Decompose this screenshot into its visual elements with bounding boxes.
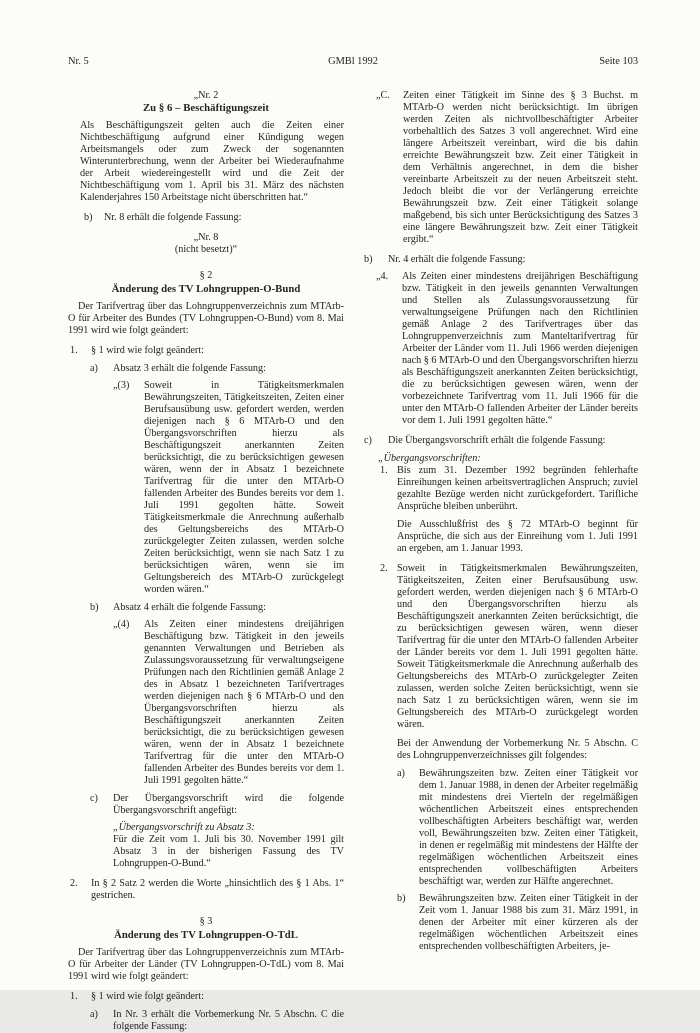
item-marker: b): [397, 893, 406, 904]
header-issue-number: Nr. 5: [68, 56, 89, 67]
paragraph: Die Ausschlußfrist des § 72 MTArb-O beginnt für Ansprüche, die sich aus der Einreihung vom 1. Juli 1991 an ergeben, am 1. Januar 1993.: [397, 519, 638, 554]
item-marker: „C.: [376, 90, 390, 101]
list-item: [70, 345, 344, 357]
list-item: [376, 90, 638, 246]
item-marker: 1.: [70, 345, 78, 356]
list-item: [397, 768, 638, 888]
item-marker: c): [364, 435, 372, 446]
left-column: [68, 90, 344, 1033]
heading-aenderung-tv-lohngruppen-o-bund: Änderung des TV Lohngruppen-O-Bund: [111, 283, 301, 295]
paragraph: Der Tarifvertrag über das Lohngruppenverzeichnis zum MTArb-O für Arbeiter des Bundes (TV Lohngruppen-O-Bund) vom 8. Mai 1991 wird wie folgt geändert:: [68, 301, 344, 336]
heading-aenderung-tv-lohngruppen-o-tdl: Änderung des TV Lohngruppen-O-TdL: [114, 929, 298, 941]
heading-nr-2: „Nr. 2: [193, 90, 219, 101]
paragraph: Bei der Anwendung der Vorbemerkung Nr. 5 Abschn. C des Lohngruppenverzeichnisses gilt folgendes:: [397, 738, 638, 761]
list-item: [84, 212, 344, 224]
list-item: [364, 435, 638, 447]
item-text: Nr. 4 erhält die folgende Fassung:: [388, 254, 526, 265]
item-marker: „(3): [113, 380, 130, 391]
heading-nr-8: „Nr. 8: [193, 232, 219, 243]
list-item: [113, 619, 344, 787]
item-text: Die Übergangsvorschrift erhält die folgende Fassung:: [388, 435, 606, 446]
two-column-body: [68, 90, 638, 1033]
item-marker: „(4): [113, 619, 130, 630]
item-text: In § 2 Satz 2 werden die Worte „hinsichtlich des § 1 Abs. 1“ gestrichen.: [91, 878, 344, 901]
item-marker: 1.: [70, 991, 78, 1002]
item-marker: 2.: [380, 563, 388, 574]
item-marker: 2.: [70, 878, 78, 889]
item-marker: a): [90, 1009, 98, 1020]
heading-zu-paragraph-6: Zu § 6 – Beschäftigungszeit: [142, 102, 270, 114]
list-item: [90, 363, 344, 375]
list-item: [380, 563, 638, 731]
uebergangsvorschriften-label: „Übergangsvorschriften:: [378, 453, 481, 464]
list-item: [90, 793, 344, 817]
item-text: Nr. 8 erhält die folgende Fassung:: [104, 212, 242, 223]
header-page-number: Seite 103: [599, 56, 638, 67]
list-item: [90, 1009, 344, 1033]
list-item: [376, 271, 638, 427]
list-item: [364, 254, 638, 266]
item-text: Der Übergangsvorschrift wird die folgende Übergangsvorschrift angefügt:: [113, 793, 344, 816]
list-item: [70, 878, 344, 902]
item-text: Als Zeiten einer mindestens dreijährigen Beschäftigung bzw. Tätigkeit in den jeweils genannten Verwaltungen und Betrieben als Zulassungsvoraussetzung für verwaltungseigene Prüfungen nach den Richtlinien gemäß Anlage 2 des in Absatz 1 bezeichneten Tarifvertrages werden diejenigen nach § 6 MTArb-O und den Übergangsvorschriften hierzu als Beschäftigungszeit anerkannten Zeiten berücksichtigt, die zu berücksichtigen gewesen wären, wenn der in Absatz 1 bezeichnete Tarifvertrag für die unter den MTArb-O fallenden Arbeiter des Bundes bereits vor dem 1. Juli 1991 gegolten hätte.“: [144, 619, 344, 786]
uebergangsvorschrift-zu-absatz-3-label: „Übergangsvorschrift zu Absatz 3:: [113, 822, 255, 833]
centered-heading: (nicht besetzt)“: [174, 244, 238, 255]
item-text: Bewährungszeiten bzw. Zeiten einer Tätigkeit vor dem 1. Januar 1988, in denen der Arbeiter regelmäßig mit mindestens drei Vierteln der regelmäßigen wöchentlichen Arbeitszeit eines entsprechenden vollbeschäftigten Arbeiters beschäftigt war, werden voll, Bewährungszeiten bzw. Zeiten einer Tätigkeit, in denen er regelmäßig mit mindestens der Hälfte der regelmäßigen wöchentlichen Arbeitszeit eines entsprechenden vollbeschäftigten Arbeiters beschäftigt war, werden zur Hälfte angerechnet.: [419, 768, 638, 887]
list-item: [397, 893, 638, 953]
item-text: § 1 wird wie folgt geändert:: [91, 345, 204, 356]
item-text: Absatz 4 erhält die folgende Fassung:: [113, 602, 266, 613]
item-marker: b): [84, 212, 93, 223]
item-marker: a): [90, 363, 98, 374]
item-text: Soweit in Tätigkeitsmerkmalen Bewährungszeiten, Tätigkeitszeiten, Zeiten einer Berufsausübung usw. gefordert werden, werden diejenigen nach § 6 MTArb-O und den Übergangsvorschriften hierzu als Beschäftigungszeit anerkannten Zeiten berücksichtigt, die zu berücksichtigen gewesen wären, wenn dieser Tarifvertrag für die unter den MTArb-O fallenden Arbeiter der Länder bereits vor dem 1. Juli 1991 gegolten hätte. Soweit Tätigkeitsmerkmale die Anrechnung außerhalb des Geltungsbereichs des MTArb-O zurückgelegter Zeiten zulassen, werden solche Zeiten berücksichtigt, wenn sie nach Satz 1 zu berücksichtigen wären, wenn sie im Geltungsbereich des MTArb-O zurückgelegt worden wären.: [397, 563, 638, 730]
item-text: Bewährungszeiten bzw. Zeiten einer Tätigkeit in der Zeit vom 1. Januar 1988 bis zum 31. März 1991, in denen der Arbeiter mit einer kürzeren als der regelmäßigen wöchentlichen Arbeitszeit eines entsprechenden vollbeschäftigten Arbeiters, je-: [419, 893, 638, 952]
item-marker: b): [364, 254, 373, 265]
item-text: Bis zum 31. Dezember 1992 begründen fehlerhafte Einreihungen keinen arbeitsvertraglichen Anspruch; zuviel gezahlte Bezüge werden nicht zurückgefordert. Tarifliche Ansprüche bleiben unberührt.: [397, 465, 638, 512]
paragraph: Der Tarifvertrag über das Lohngruppenverzeichnis zum MTArb-O für Arbeiter der Länder (TV Lohngruppen-O-TdL) vom 8. Mai 1991 wird wie folgt geändert:: [68, 947, 344, 982]
list-item: [113, 380, 344, 596]
heading-paragraph-3: § 3: [199, 916, 213, 927]
item-text: § 1 wird wie folgt geändert:: [91, 991, 204, 1002]
paragraph: Als Beschäftigungszeit gelten auch die Zeiten einer Nichtbeschäftigung aufgrund einer Kündigung wegen Arbeitsmangels oder zum Zweck der sogenannten Winterunterbrechung, wenn der Arbeiter bei Wiederaufnahme der Arbeit wiedereingestellt wird und die Zeit der Nichtbeschäftigung vom 1. April bis 31. März des nächsten Kalenderjahres 150 Arbeitstage nicht überschritten hat.“: [80, 120, 344, 203]
page-header: [68, 56, 638, 68]
item-text: In Nr. 3 erhält die Vorbemerkung Nr. 5 Abschn. C die folgende Fassung:: [113, 1009, 344, 1032]
item-marker: c): [90, 793, 98, 804]
right-column: [362, 90, 638, 953]
item-text: Zeiten einer Tätigkeit im Sinne des § 3 Buchst. m MTArb-O werden nicht berücksichtigt. Im übrigen werden Zeiten als nichtvollbeschäftigter Arbeiter vorbehaltlich des Satzes 3 voll angerechnet. Wird eine längere Arbeitszeit vereinbart, wird die bis dahin erreichte Bewährungszeit bzw. Zeit einer Tätigkeit in dem Verhältnis angerechnet, in dem die bisher vereinbarte Arbeitszeit zu der neuen Arbeitszeit steht. Jedoch bleibt die vor der Verlängerung erreichte Bewährungszeit bzw. Zeit einer Tätigkeit solange maßgebend, bis sich unter Berücksichtigung des Satzes 3 eine längere Bewährungszeit bzw. Zeit einer Tätigkeit ergibt.“: [403, 90, 638, 245]
paragraph: Für die Zeit vom 1. Juli bis 30. November 1991 gilt Absatz 3 in der bisherigen Fassung des TV Lohngruppen-O-Bund.“: [113, 834, 344, 869]
item-text: Soweit in Tätigkeitsmerkmalen Bewährungszeiten, Tätigkeitszeiten, Zeiten einer Berufsausübung usw. gefordert werden, werden diejenigen nach § 6 MTArb-O und den Übergangsvorschriften hierzu als Beschäftigungszeit anerkannten Zeiten berücksichtigt, die zu berücksichtigen gewesen wären, wenn der in Absatz 1 bezeichnete Tarifvertrag für die unter den MTArb-O fallenden Arbeiter des Bundes bereits vor dem 1. Juli 1991 gegolten hätte. Soweit Tätigkeitsmerkmale die Anrechnung außerhalb des Geltungsbereichs des MTArb-O zurückgelegter Zeiten zulassen, werden solche Zeiten berücksichtigt, wenn sie nach Satz 1 zu berücksichtigen wären, wenn sie im Geltungsbereich des MTArb-O zurückgelegt worden wären.“: [144, 380, 344, 595]
item-marker: „4.: [376, 271, 389, 282]
list-item: [70, 991, 344, 1003]
header-publication-title: GMBl 1992: [328, 56, 378, 67]
item-marker: 1.: [380, 465, 388, 476]
item-text: Als Zeiten einer mindestens dreijährigen Beschäftigung bzw. Tätigkeit in den jeweils genannten Verwaltungen und Stellen als Zulassungsvoraussetzung für verwaltungseigene Prüfungen nach den Richtlinien gemäß Anlage 2 des Tarifvertrages über das Lohngruppenverzeichnis zum Manteltarifvertrag für Arbeiter der Länder vom 11. Juli 1966 werden diejenigen nach § 6 MTArb-O und den Übergangsvorschriften hierzu als Beschäftigungszeit anerkannten Zeiten berücksichtigt, die zu berücksichtigen gewesen wären, wenn der vorbezeichnete Tarifvertrag vom 11. Juli 1966 für die unter den MTArb-O fallenden Arbeiter der Länder bereits vor dem 1. Juli 1991 gegolten hätte.“: [402, 271, 638, 426]
item-marker: b): [90, 602, 99, 613]
list-item: [380, 465, 638, 513]
heading-paragraph-2: § 2: [199, 270, 213, 281]
item-text: Absatz 3 erhält die folgende Fassung:: [113, 363, 266, 374]
item-marker: a): [397, 768, 405, 779]
list-item: [90, 602, 344, 614]
